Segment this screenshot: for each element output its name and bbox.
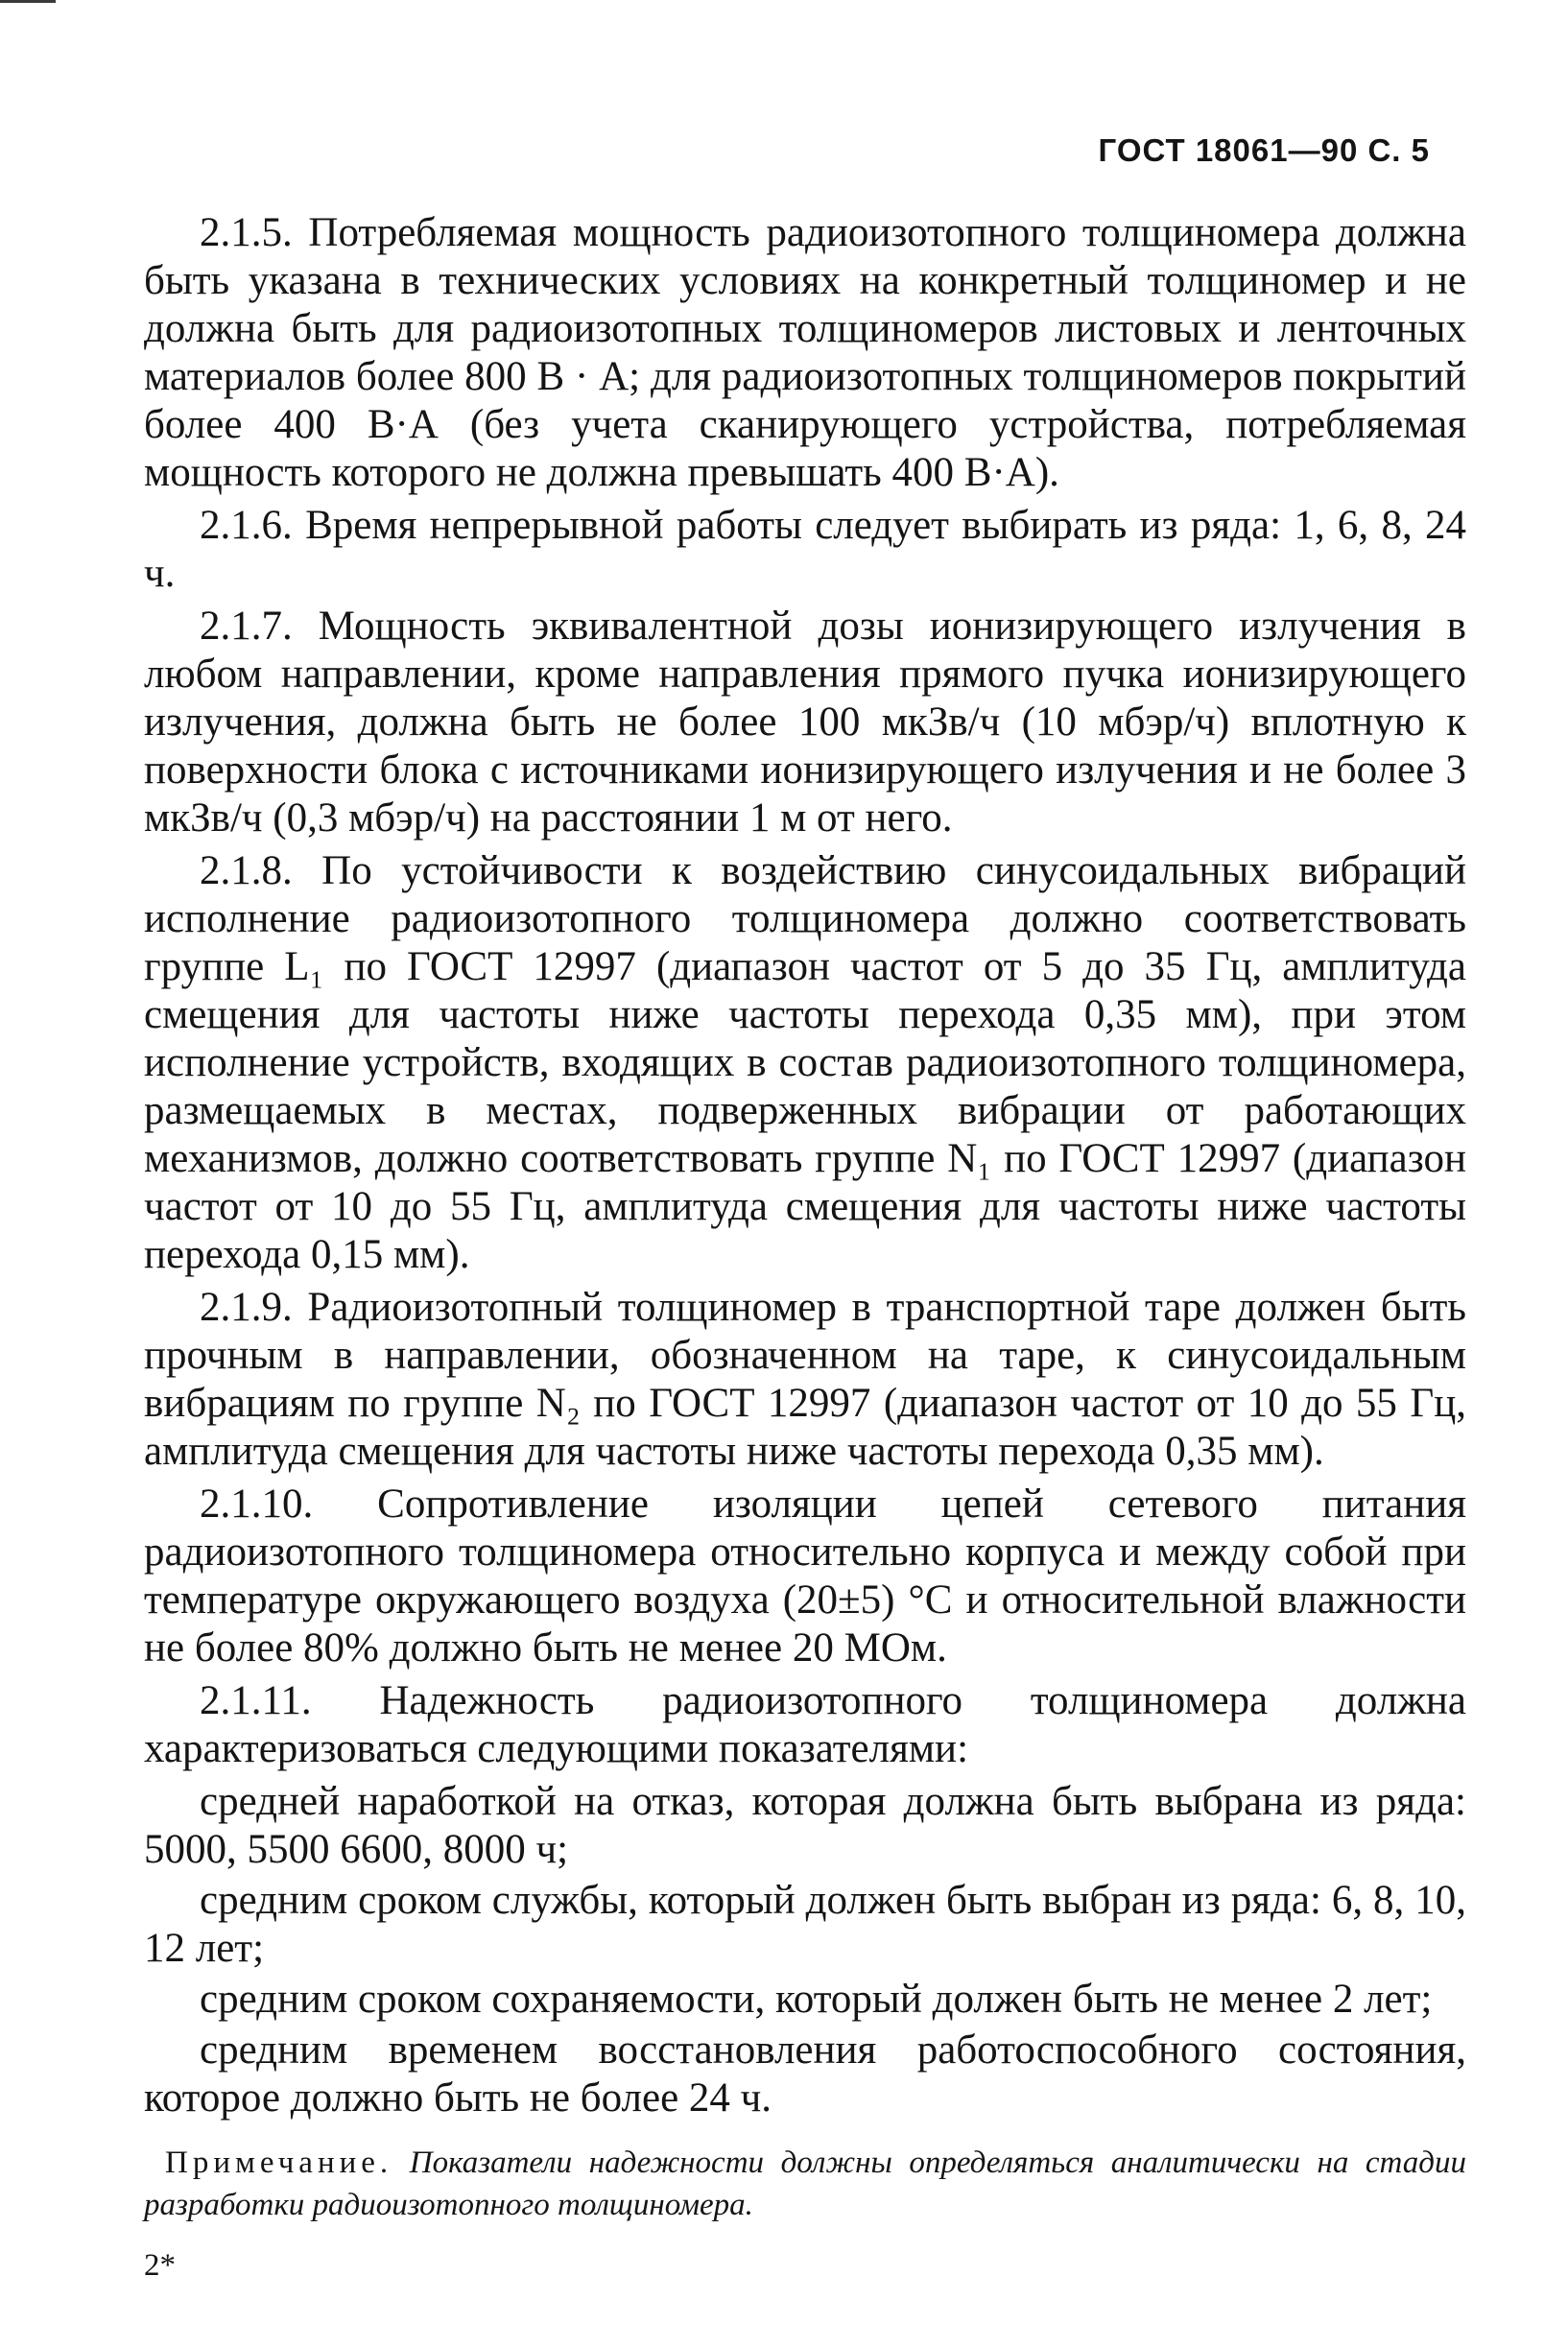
- clause-text: Время непрерывной работы следует выбирать из ряда: 1, 6, 8, 24 ч.: [144, 503, 1467, 596]
- clause-number: 2.1.5.: [200, 210, 293, 255]
- clause-2-1-11: [144, 1677, 1466, 1773]
- indicator-storage-life: средним сроком сохраняемости, который должен быть не менее 2 лет;: [200, 1977, 1433, 2022]
- indicator-recovery-time: средним временем восстановления работоспособного состояния, которое должно быть не более 24 ч.: [144, 2027, 1466, 2121]
- clause-text: Сопротивление изоляции цепей сетевого питания радиоизотопного толщиномера относительно корпуса и между собой при температуре окружающего воздуха (20±5) °С и относительной влажности не более 80% должно быть не менее 20 МОм.: [144, 1482, 1467, 1671]
- clause-number: 2.1.9.: [200, 1285, 293, 1330]
- indicator-service-life: средним сроком службы, который должен быть выбран из ряда: 6, 8, 10, 12 лет;: [144, 1878, 1466, 1971]
- clause-2-1-7: [144, 603, 1466, 842]
- clause-2-1-8: [144, 847, 1466, 1279]
- clause-text: Потребляемая мощность радиоизотопного толщиномера должна быть указана в технических условиях на конкретный толщиномер и не должна быть для радиоизотопных толщиномеров листовых и ленточных материалов более 800 В · А; для радиоизотопных толщиномеров покрытий более 400 В·А (без учета сканирующего устройства, потребляемая мощность которого не должна превышать 400 В·А).: [144, 210, 1466, 495]
- clause-number: 2.1.6.: [200, 503, 293, 548]
- clause-number: 2.1.8.: [200, 848, 293, 893]
- clause-2-1-10: [144, 1481, 1466, 1672]
- clause-2-1-5: [144, 209, 1466, 497]
- document-body: [144, 209, 1466, 2289]
- note-text: Показатели надежности должны определяться аналитически на стадии разработки радиоизотопного толщиномера.: [144, 2145, 1466, 2222]
- clause-number: 2.1.7.: [200, 604, 293, 649]
- indicator-mtbf: средней наработкой на отказ, которая должна быть выбрана из ряда: 5000, 5500 6600, 8000 ч;: [144, 1779, 1466, 1872]
- page-header: ГОСТ 18061—90 С. 5: [1098, 132, 1430, 168]
- clause-text: Радиоизотопный толщиномер в транспортной таре должен быть прочным в направлении, обозначенном на таре, к синусоидальным вибрациям по группе N₂ по ГОСТ 12997 (диапазон частот от 10 до 55 Гц, амплитуда смещения для частоты ниже частоты перехода 0,35 мм).: [144, 1285, 1466, 1474]
- note-label: Примечание.: [165, 2145, 393, 2180]
- scan-edge-mark: [0, 0, 56, 3]
- page-signature: 2*: [144, 2248, 176, 2283]
- clause-2-1-9: [144, 1284, 1466, 1476]
- clause-number: 2.1.11.: [200, 1678, 312, 1723]
- clause-2-1-6: [144, 502, 1466, 598]
- clause-text: По устойчивости к воздействию синусоидальных вибраций исполнение радиоизотопного толщиномера должно соответствовать группе L₁ по ГОСТ 12997 (диапазон частот от 5 до 35 Гц, амплитуда смещения для частоты ниже частоты перехода 0,35 мм), при этом исполнение устройств, входящих в состав радиоизотопного толщиномера, размещаемых в местах, подверженных вибрации от работающих механизмов, должно соответствовать группе N₁ по ГОСТ 12997 (диапазон частот от 10 до 55 Гц, амплитуда смещения для частоты ниже частоты перехода 0,15 мм).: [144, 848, 1466, 1277]
- clause-text: Надежность радиоизотопного толщиномера должна характеризоваться следующими показателями:: [144, 1678, 1466, 1771]
- clause-number: 2.1.10.: [200, 1482, 314, 1527]
- note: [144, 2142, 1466, 2226]
- clause-text: Мощность эквивалентной дозы ионизирующего излучения в любом направлении, кроме направления прямого пучка ионизирующего излучения, должна быть не более 100 мкЗв/ч (10 мбэр/ч) вплотную к поверхности блока с источниками ионизирующего излучения и не более 3 мкЗв/ч (0,3 мбэр/ч) на расстоянии 1 м от него.: [144, 604, 1466, 841]
